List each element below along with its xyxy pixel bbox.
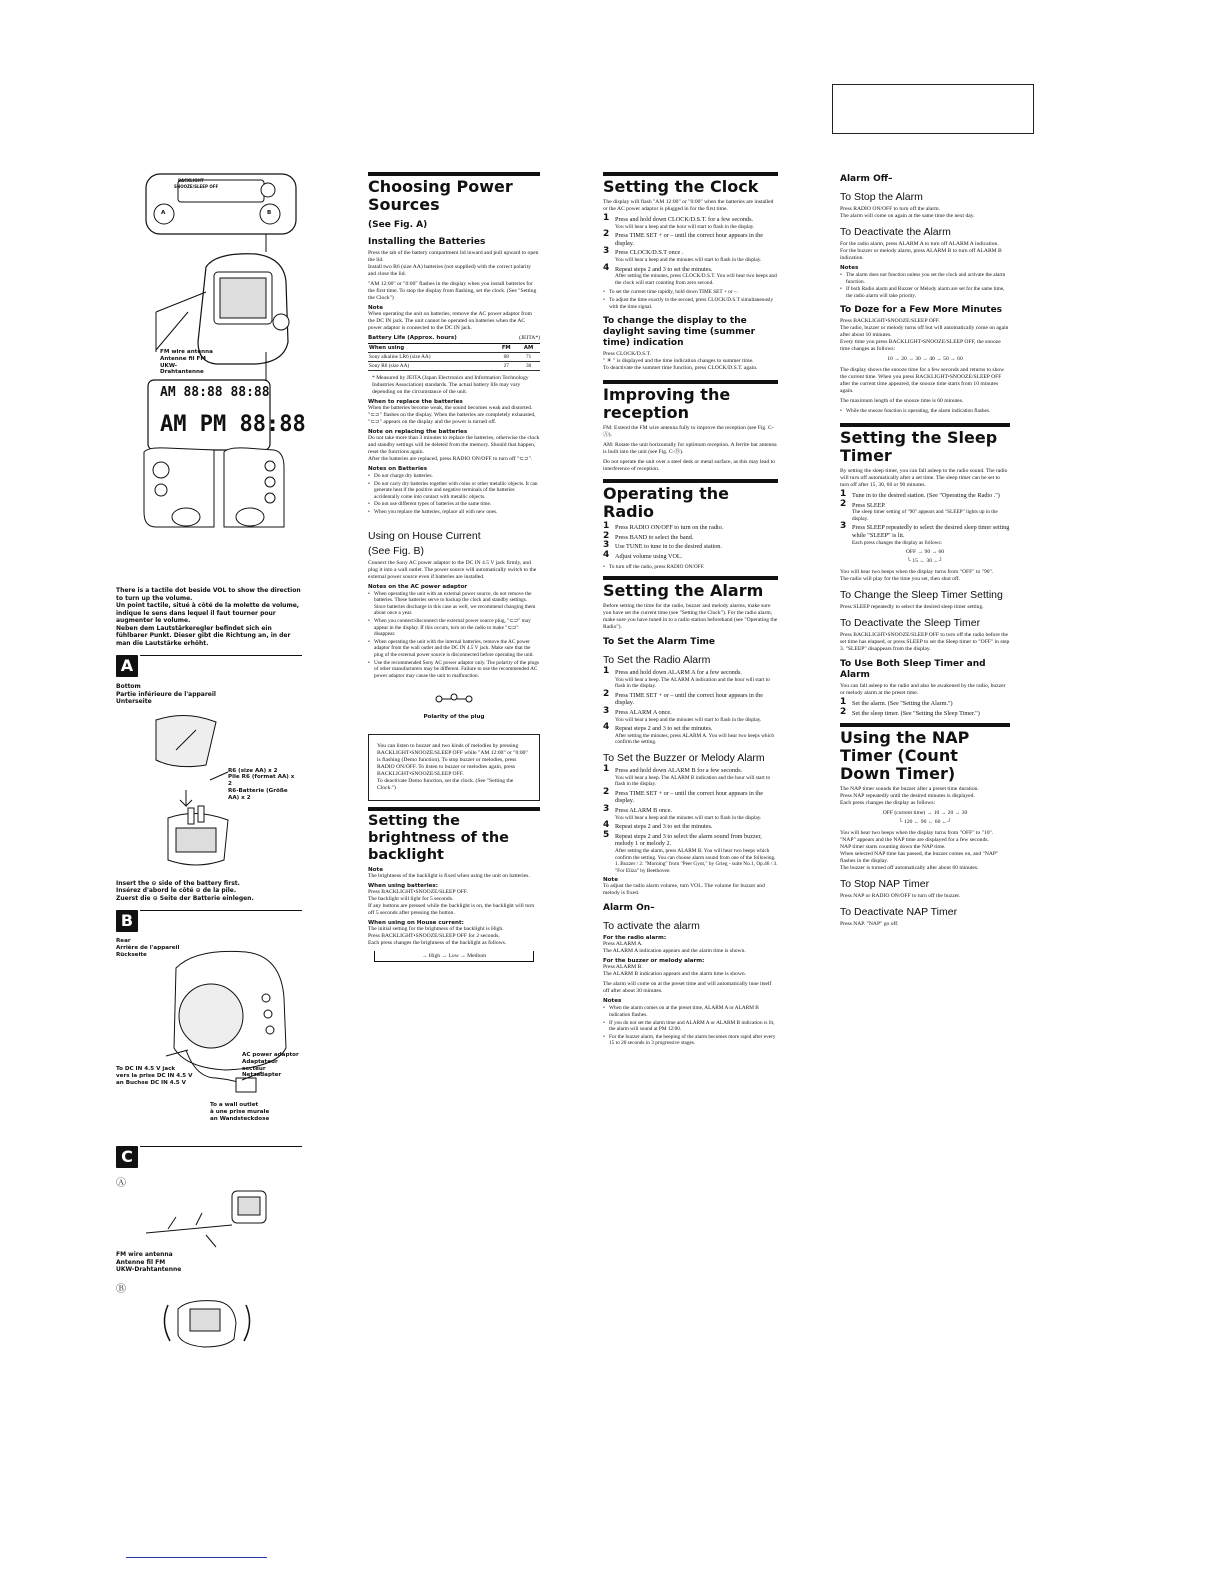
reception-title: Improving the reception xyxy=(603,385,731,423)
list-item: • If both Radio alarm and Buzzer or Melody alarm are set for the same time, the radio alarm will take priority. xyxy=(840,286,1010,299)
list-item: 1 Press RADIO ON/OFF to turn on the radio. xyxy=(603,521,724,532)
using-house-text: The initial setting for the brightness of the backlight is High. Press BACKLIGHT•SNOOZE/SLEEP OFF for 2 seconds. Each press changes the brightness of the backlight as follows. xyxy=(368,926,507,947)
for-radio-heading: For the radio alarm: xyxy=(603,935,667,942)
deactivate-nap-heading: To Deactivate NAP Timer xyxy=(840,906,958,919)
list-item: • Do not carry dry batteries together with coins or other metallic objects. It can generate heat if the positive and negative terminals of the batteries accidentally come into contact with metallic objects. xyxy=(368,481,540,501)
section-a-badge: A xyxy=(116,655,138,677)
using-batteries-text: Press BACKLIGHT•SNOOZE/SLEEP OFF. The backlight will light for 5 seconds. If any buttons are pressed while the backlight is on, the backlight will turn off 5 seconds after pressing the button. xyxy=(368,889,535,917)
note-text: When operating the unit on batteries, remove the AC power adaptor from the DC IN jack. The unit cannot be operated on batteries when the AC power adaptor is connected to the DC IN jack. xyxy=(368,311,533,331)
fm-antenna-illustration xyxy=(116,1189,302,1251)
radio-alarm-steps xyxy=(603,666,778,746)
deactivate-nap-text: Press NAP. "NAP" go off. xyxy=(840,921,899,928)
reception-note: Do not operate the unit over a steel desk or metal surface, as this may lead to interference of reception. xyxy=(603,459,775,473)
both-timer-steps xyxy=(840,697,1010,717)
list-item: 3 Press CLOCK/D.S.T once . You will hear a beep and the minutes will start to flash in the display. xyxy=(603,246,762,263)
list-item: 2 Set the sleep timer. (See "Setting the Sleep Timer.") xyxy=(840,706,980,717)
fm-antenna-label: FM wire antenna Antenne fil FM UKW- Drahtantenne xyxy=(160,349,213,376)
snooze-label: SNOOZE/SLEEP OFF xyxy=(174,184,219,189)
demo-function-box xyxy=(368,734,540,801)
for-buzzer-text: Press ALARM B. The ALARM B indication appears and the alarm time is shown. xyxy=(603,964,747,978)
list-item: • When operating the unit with the internal batteries, remove the AC power adaptor from the wall outlet and the DC IN 4.5 V jack. Make sure that the plug of the external power source is disconnected before operating the unit. xyxy=(368,639,540,659)
list-item: 4 Repeat steps 2 and 3 to set the minutes. After setting the minutes, press ALARM A. You will hear two beeps which confirm the setting. xyxy=(603,722,775,746)
buzzer-alarm-heading: To Set the Buzzer or Melody Alarm xyxy=(603,752,765,765)
reception-fm: FM: Extend the FM wire antenna fully to improve the reception (see Fig. C-Ⓐ). xyxy=(603,425,774,439)
list-item: 1 Press and hold down ALARM A for a few seconds. You will hear a beep. The ALARM A indication and the hour will start to flash in the display. xyxy=(603,666,770,690)
plug-polarity-figure xyxy=(368,687,540,712)
list-item: • When the alarm comes on at the preset time, ALARM A or ALARM B indication flashes. xyxy=(603,1005,778,1018)
list-item: 2 Press TIME SET + or – until the correct hour appears in the display. xyxy=(603,229,763,247)
using-batteries-heading: When using batteries: xyxy=(368,883,438,890)
clock-intro: The display will flash "AM 12:00" or "0:00" when the batteries are installed or the AC power adaptor is plugged in for the first time. xyxy=(603,199,774,212)
brightness-cycle xyxy=(374,951,534,962)
backlight-label: BACKLIGHT xyxy=(178,178,204,183)
polarity-caption: Polarity of the plug xyxy=(423,714,485,721)
dst-text: Press CLOCK/D.S.T. " ☀ " is displayed and the time indication changes to summer time. To deactivate the summer time function, press CLOCK/D.S.T. again. xyxy=(603,351,758,372)
brightness-cycle-text: → High → Low → Medium xyxy=(421,953,487,960)
radio-tips xyxy=(603,564,778,571)
list-item: • To turn off the radio, press RADIO ON/OFF. xyxy=(603,564,778,571)
list-item: • To set the current time rapidly, hold down TIME SET + or –. xyxy=(603,289,778,296)
deactivate-notes-list xyxy=(840,272,1010,299)
deactivate-alarm-text: For the radio alarm, press ALARM A to turn off ALARM A indication. For the buzzer or melody alarm, press ALARM B to turn off ALARM B indication. xyxy=(840,241,1002,261)
stop-nap-heading: To Stop NAP Timer xyxy=(840,878,930,891)
alarm-intro: Before setting the time for the radio, buzzer and melody alarms, make sure you have set the current time (see "Setting the Clock"). For the radio alarm, make sure you have tuned in to a radio station beforehand (see "Operating the Radio"). xyxy=(603,603,778,631)
ac-notes-list xyxy=(368,591,540,680)
change-sleep-text: Press SLEEP repeatedly to select the desired sleep timer setting. xyxy=(840,604,984,611)
replace-text: When the batteries become weak, the sound becomes weak and distorted. "⊂⊃" flashes on the display. When the batteries are completely exhausted, "⊂⊃" appears on the display and the power is turned off. xyxy=(368,405,536,425)
alarm-title: Setting the Alarm xyxy=(603,581,764,601)
deactivate-sleep-heading: To Deactivate the Sleep Timer xyxy=(840,617,981,630)
note-on-replacing-heading: Note on replacing the batteries xyxy=(368,429,468,435)
table-row: Sony alkaline LR6 (size AA) 68 71 xyxy=(368,353,540,362)
list-item: 3 Use TUNE to tune in to the desired station. xyxy=(603,540,722,551)
install-text: Press the tab of the battery compartment lid inward and pull upward to open the lid. Install two R6 (size AA) batteries (not supplied) with the correct polarity and close the lid. xyxy=(368,250,539,277)
list-item: 4 Adjust volume using VOL. xyxy=(603,549,683,560)
both-timer-text: You can fall asleep to the radio and also be awakened by the radio, buzzer or melody alarm at the preset time. xyxy=(840,683,1006,697)
rotate-unit-illustration xyxy=(116,1295,302,1351)
alarm-on-text: The alarm will come on at the preset time and will automatically tune itself off after about 30 minutes. xyxy=(603,981,772,995)
plug-polarity-icon xyxy=(429,687,479,707)
list-item: 3 Press SLEEP repeatedly to select the desired sleep timer setting while "SLEEP" is lit. Each press changes the display as follows: xyxy=(840,521,1010,546)
jeita-label: (JEITA*) xyxy=(519,335,540,341)
clock-alarm-column xyxy=(603,172,778,1050)
list-item: • Use the recommended Sony AC power adaptor only. The polarity of the plugs of other manufacturers may be different. Failure to use the recommended AC power adaptor may cause the unit to malfunction. xyxy=(368,660,540,680)
wall-outlet-label: To a wall outlet à une prise murale an Wandsteckdose xyxy=(210,1102,270,1122)
list-item: • The alarm does not function unless you set the clock and activate the alarm function. xyxy=(840,272,1010,285)
bottom-label: Bottom Partie inférieure de l'appareil Unterseite xyxy=(116,683,216,705)
rear-label: Rear Arrière de l'appareil Rückseite xyxy=(116,938,180,958)
snooze-sequence: 10 → 20 → 30 → 40 → 50 → 60 xyxy=(887,356,963,363)
stop-alarm-heading: To Stop the Alarm xyxy=(840,191,923,203)
doze-text-3: The maximum length of the snooze time is 60 minutes. xyxy=(840,398,964,405)
list-item: 1 Tune in to the desired station. (See "Operating the Radio .") xyxy=(840,488,1000,499)
activate-alarm-heading: To activate the alarm xyxy=(603,920,700,933)
ac-notes-heading: Notes on the AC power adaptor xyxy=(368,583,468,590)
list-item: 3 Press ALARM B once. You will hear a beep and the minutes will start to flash in the display. xyxy=(603,804,762,821)
alarm-a-label: A xyxy=(161,210,166,216)
list-item: 2 Press TIME SET + or – until the correct hour appears in the display. xyxy=(603,786,763,805)
nap-text-1: The NAP timer sounds the buzzer after a preset time duration. Press NAP repeatedly until the desired minutes is displayed. Each press changes the display as follows: xyxy=(840,786,979,807)
battery-notes-list xyxy=(368,473,540,516)
fm-antenna-caption: FM wire antenna Antenne fil FM UKW-Drahtantenne xyxy=(116,1251,182,1273)
battery-life-title: Battery Life (Approx. hours) xyxy=(368,335,457,341)
deactivate-alarm-heading: To Deactivate the Alarm xyxy=(840,226,951,238)
list-item: • When you replace the batteries, replace all with new ones. xyxy=(368,509,540,516)
ac-adaptor-label: AC power adaptor Adaptateur secteur Netzadapter xyxy=(242,1052,299,1079)
list-item: 2 Press SLEEP. The sleep timer setting of "90" appears and "SLEEP" lights up in the display. xyxy=(840,498,998,522)
house-current-text: Connect the Sony AC power adaptor to the DC IN 4.5 V jack firmly, and plug it into a wall outlet. The power source will automatically switch to the external power source even if batteries are installed. xyxy=(368,559,537,580)
clock-steps xyxy=(603,213,778,286)
alarm-note-heading: Note xyxy=(603,877,618,884)
section-c-badge: C xyxy=(116,1146,138,1168)
notes-batteries-heading: Notes on Batteries xyxy=(368,466,428,472)
bottom-link-rule xyxy=(126,1557,267,1558)
clock-tips xyxy=(603,289,778,310)
alarm-notes-list xyxy=(603,1005,778,1047)
lcd-line-1: AM 88:88 88:88 xyxy=(160,385,270,400)
installing-heading: Installing the Batteries xyxy=(368,237,486,247)
rear-figure xyxy=(116,938,302,1138)
radio-illustration xyxy=(116,172,302,587)
demo-function-text: You can listen to buzzer and two kinds of melodies by pressing BACKLIGHT•SNOOZE/SLEEP OFF while "AM 12:00" or "0:00" is flashing (Demo function). To stop buzzer or melodies, press RADIO ON/OFF. To listen to buzzer or melodies again, press BACKLIGHT•SNOOZE/SLEEP OFF. To deactivate Demo function, set the clock. (See "Setting the Clock.") xyxy=(377,743,528,792)
fm-antenna-figure xyxy=(116,1189,302,1251)
list-item: 2 Press TIME SET + or – until the correct hour appears in the display. xyxy=(603,688,763,707)
stop-alarm-text: Press RADIO ON/OFF to turn off the alarm. The alarm will come on again at the same time the next day. xyxy=(840,206,975,219)
dst-heading: To change the display to the daylight saving time (summer time) indication xyxy=(603,316,756,349)
list-item: • Do not use different types of batteries at the same time. xyxy=(368,501,540,508)
alarm-on-heading: Alarm On– xyxy=(603,903,655,914)
section-b-badge: B xyxy=(116,910,138,932)
circle-b-marker: Ⓑ xyxy=(116,1283,126,1295)
doze-heading: To Doze for a Few More Minutes xyxy=(840,305,1003,316)
reception-am: AM: Rotate the unit horizontally for optimum reception. A ferrite bar antenna is built into the unit (see Fig. C-Ⓑ). xyxy=(603,442,777,456)
buzzer-alarm-steps xyxy=(603,764,778,874)
list-item: 4 Repeat steps 2 and 3 to set the minutes. xyxy=(603,820,713,831)
sleep-steps xyxy=(840,488,1010,546)
see-fig-a: (See Fig. A) xyxy=(368,220,428,230)
list-item: 3 Press ALARM A once. You will hear a beep and the minutes will start to flash in the display. xyxy=(603,706,762,723)
section-a-header xyxy=(116,655,302,679)
radio-steps xyxy=(603,521,778,560)
list-item: • Do not charge dry batteries. xyxy=(368,473,540,480)
section-b-header xyxy=(116,910,302,934)
sleep-sequence-2: └ 15 ← 30 ←┘ xyxy=(907,558,943,565)
tactile-note: There is a tactile dot beside VOL to show the direction to turn up the volume. Un point tactile, situé à côté de la molette de volume, indique le sens dans lequel il faut tourner pour augmenter le volume. Neben dem Lautstärkeregler befindet sich ein fühlbarer Punkt. Dieser gibt die Richtung an, in der man die Lautstärke erhöht. xyxy=(116,587,301,647)
list-item: 2 Press BAND to select the band. xyxy=(603,530,694,541)
dcin-label: To DC IN 4.5 V jack vers la prise DC IN 4.5 V an Buchse DC IN 4.5 V xyxy=(116,1066,193,1086)
rear-illustration xyxy=(116,938,302,1138)
doze-tips xyxy=(840,408,1010,415)
alarm-b-label: B xyxy=(267,210,272,216)
main-unit-figure xyxy=(116,172,306,587)
sleep-sequence-1: OFF → 90 → 60 xyxy=(905,549,945,556)
list-item: • For the buzzer alarm, the beeping of the alarm becomes more rapid after every 15 to 20 seconds in 3 progressive stages. xyxy=(603,1034,778,1047)
deactivate-notes-heading: Notes xyxy=(840,265,859,271)
flash-text: "AM 12:00" or "0:00" flashes in the display when you install batteries for the first time. To stop the display from flashing, set the clock. (See "Setting the Clock") xyxy=(368,281,537,301)
power-sources-title: Choosing Power Sources xyxy=(368,177,513,214)
list-item: • When operating the unit with an external power source, do not remove the batteries. These batteries serve to backup the clock and standby settings. Since batteries discharge in this case as well, we recommend changing them about once a year. xyxy=(368,591,540,617)
deactivate-sleep-text: Press BACKLIGHT•SNOOZE/SLEEP OFF to turn off the radio before the set time has elapsed, or press SLEEP to set the Sleep timer to "OFF" in step 3. "SLEEP" disappears from the display. xyxy=(840,632,1010,653)
list-item: • When you connect/disconnect the external power source plug, "⊂⊃" may appear in the display. If this occurs, turn on the radio to make "⊂⊃" disappear. xyxy=(368,618,540,638)
clock-title: Setting the Clock xyxy=(603,177,759,196)
for-buzzer-heading: For the buzzer or melody alarm: xyxy=(603,958,705,965)
nap-title: Using the NAP Timer (Count Down Timer) xyxy=(840,728,970,784)
nap-text-2: You will hear two beeps when the display turns from "OFF" to "10". "NAP" appears and the NAP time are displayed for a few seconds. NAP timer starts counting down the NAP time. When selected NAP time has passed, the buzzer comes on, and "NAP" flashes in the display. The buzzer is turned off automatically after about 60 minutes. xyxy=(840,830,999,872)
table-row: Sony R6 (size AA) 27 30 xyxy=(368,362,540,371)
sleep-timer-title: Setting the Sleep Timer xyxy=(840,427,998,465)
radio-alarm-heading: To Set the Radio Alarm xyxy=(603,654,711,667)
list-item: 1 Press and hold down ALARM B for a few seconds. You will hear a beep. The ALARM B indication and the hour will start to flash in the display. xyxy=(603,764,771,788)
list-item: • If you do not set the alarm time and ALARM A or ALARM B indication is lit, the alarm will sound at PM 12:00. xyxy=(603,1020,778,1033)
sleep-text: You will hear two beeps when the display turns from "OFF" to "90". The radio will play for the time you set, then shut off. xyxy=(840,569,994,583)
both-timer-heading: To Use Both Sleep Timer and Alarm xyxy=(840,659,986,681)
power-sources-column xyxy=(368,172,540,966)
note-on-replacing-text: Do not take more than 3 minutes to replace the batteries, otherwise the clock and standby settings will be deleted from the memory. Should that happen, reset the functions again. After the batteries are replaced, press RADIO ON/OFF to turn off "⊂⊃". xyxy=(368,435,540,462)
rotate-unit-figure xyxy=(116,1295,302,1351)
doze-text-2: The display shows the snooze time for a few seconds and returns to show the current time. When you press BACKLIGHT•SNOOZE/SLEEP OFF after the current time appeared, the snooze time starts from 10 minutes again. xyxy=(840,367,1005,395)
section-c-header xyxy=(116,1146,302,1170)
list-item: 1 Press and hold down CLOCK/D.S.T. for a few seconds. You will hear a beep and the hour will start to flash in the display. xyxy=(603,213,755,230)
backlight-note-heading: Note xyxy=(368,867,383,874)
for-radio-text: Press ALARM A. The ALARM A indication appears and the alarm time is shown. xyxy=(603,941,746,955)
using-house-heading: When using on House current: xyxy=(368,920,464,927)
list-item: 4 Repeat steps 2 and 3 to set the minutes. After setting the minutes, press CLOCK/D.S.T. You will hear two beeps and the clock will start counting from zero second. xyxy=(603,262,777,286)
battery-size-label: R6 (size AA) x 2 Pile R6 (format AA) x 2 R6-Batterie (Größe AA) x 2 xyxy=(228,767,295,801)
change-sleep-heading: To Change the Sleep Timer Setting xyxy=(840,589,1003,602)
alarm-notes-heading: Notes xyxy=(603,998,622,1005)
corner-frame xyxy=(832,84,1034,134)
list-item: • While the snooze function is operating, the alarm indication flashes. xyxy=(840,408,1010,415)
doze-text: Press BACKLIGHT•SNOOZE/SLEEP OFF. The radio, buzzer or melody turns off but will automatically come on again after about 10 minutes. Every time you press BACKLIGHT•SNOOZE/SLEEP OFF, the snooze time changes as follows: xyxy=(840,318,1009,353)
see-fig-b: (See Fig. B) xyxy=(368,544,425,557)
battery-life-table xyxy=(368,343,540,371)
lcd-line-2: AM PM 88:88 xyxy=(160,412,306,437)
list-item: 5 Repeat steps 2 and 3 to select the alarm sound from buzzer, melody 1 or melody 2. After setting the alarm, press ALARM B. You will hear two beeps which confirm the setting. You can choose alarm sound from one of the following. 1. Buzzer / 2. "Morning" from "Peer Gynt," by Grieg - suite No.1, Op.46 / 3. "For Eliza" by Beethoven xyxy=(603,829,778,874)
nap-sequence-2: └ 120 ← 90 ← 60 ←┘ xyxy=(898,819,952,826)
insert-note: Insert the ⊖ side of the battery first. Insérez d'abord le côté ⊖ de la pile. Zuerst die ⊖ Seite der Batterie einlegen. xyxy=(116,879,254,902)
list-item: 1 Set the alarm. (See "Setting the Alarm.") xyxy=(840,697,953,708)
radio-title: Operating the Radio xyxy=(603,484,730,522)
table-header-row: When using FM AM xyxy=(368,344,540,353)
alarm-note-text: To adjust the radio alarm volume, turn VOL. The volume for buzzer and melody is fixed. xyxy=(603,883,765,897)
backlight-title: Setting the brightness of the backlight xyxy=(368,813,510,864)
battery-figure xyxy=(116,710,302,880)
sleep-nap-column xyxy=(840,172,1010,931)
backlight-note-text: The brightness of the backlight is fixed when using the unit on batteries. xyxy=(368,873,530,880)
jeita-footnote: * Measured by JEITA (Japan Electronics and Information Technology Industries Association) standards. The actual battery life may vary depending on the circumstance of the unit. xyxy=(372,375,529,395)
alarm-time-heading: To Set the Alarm Time xyxy=(603,637,716,648)
list-item: • To adjust the time exactly to the second, press CLOCK/D.S.T simultaneously with the time signal. xyxy=(603,297,778,310)
figure-column xyxy=(116,172,306,1351)
alarm-off-heading: Alarm Off– xyxy=(840,174,893,184)
sleep-intro: By setting the sleep timer, you can fall asleep to the radio sound. The radio will turn off automatically after a set time. The sleep timer can be set to turn off after 15, 30, 60 or 90 minutes. xyxy=(840,467,1008,488)
house-current-heading: Using on House Current xyxy=(368,529,481,542)
battery-life-header xyxy=(368,335,540,341)
nap-sequence-1: OFF (current time) → 10 → 20 → 30 xyxy=(882,810,968,817)
stop-nap-text: Press NAP or RADIO ON/OFF to turn off the buzzer. xyxy=(840,893,961,900)
replace-heading: When to replace the batteries xyxy=(368,399,463,405)
circle-a-marker: Ⓐ xyxy=(116,1178,126,1189)
note-heading: Note xyxy=(368,305,383,311)
